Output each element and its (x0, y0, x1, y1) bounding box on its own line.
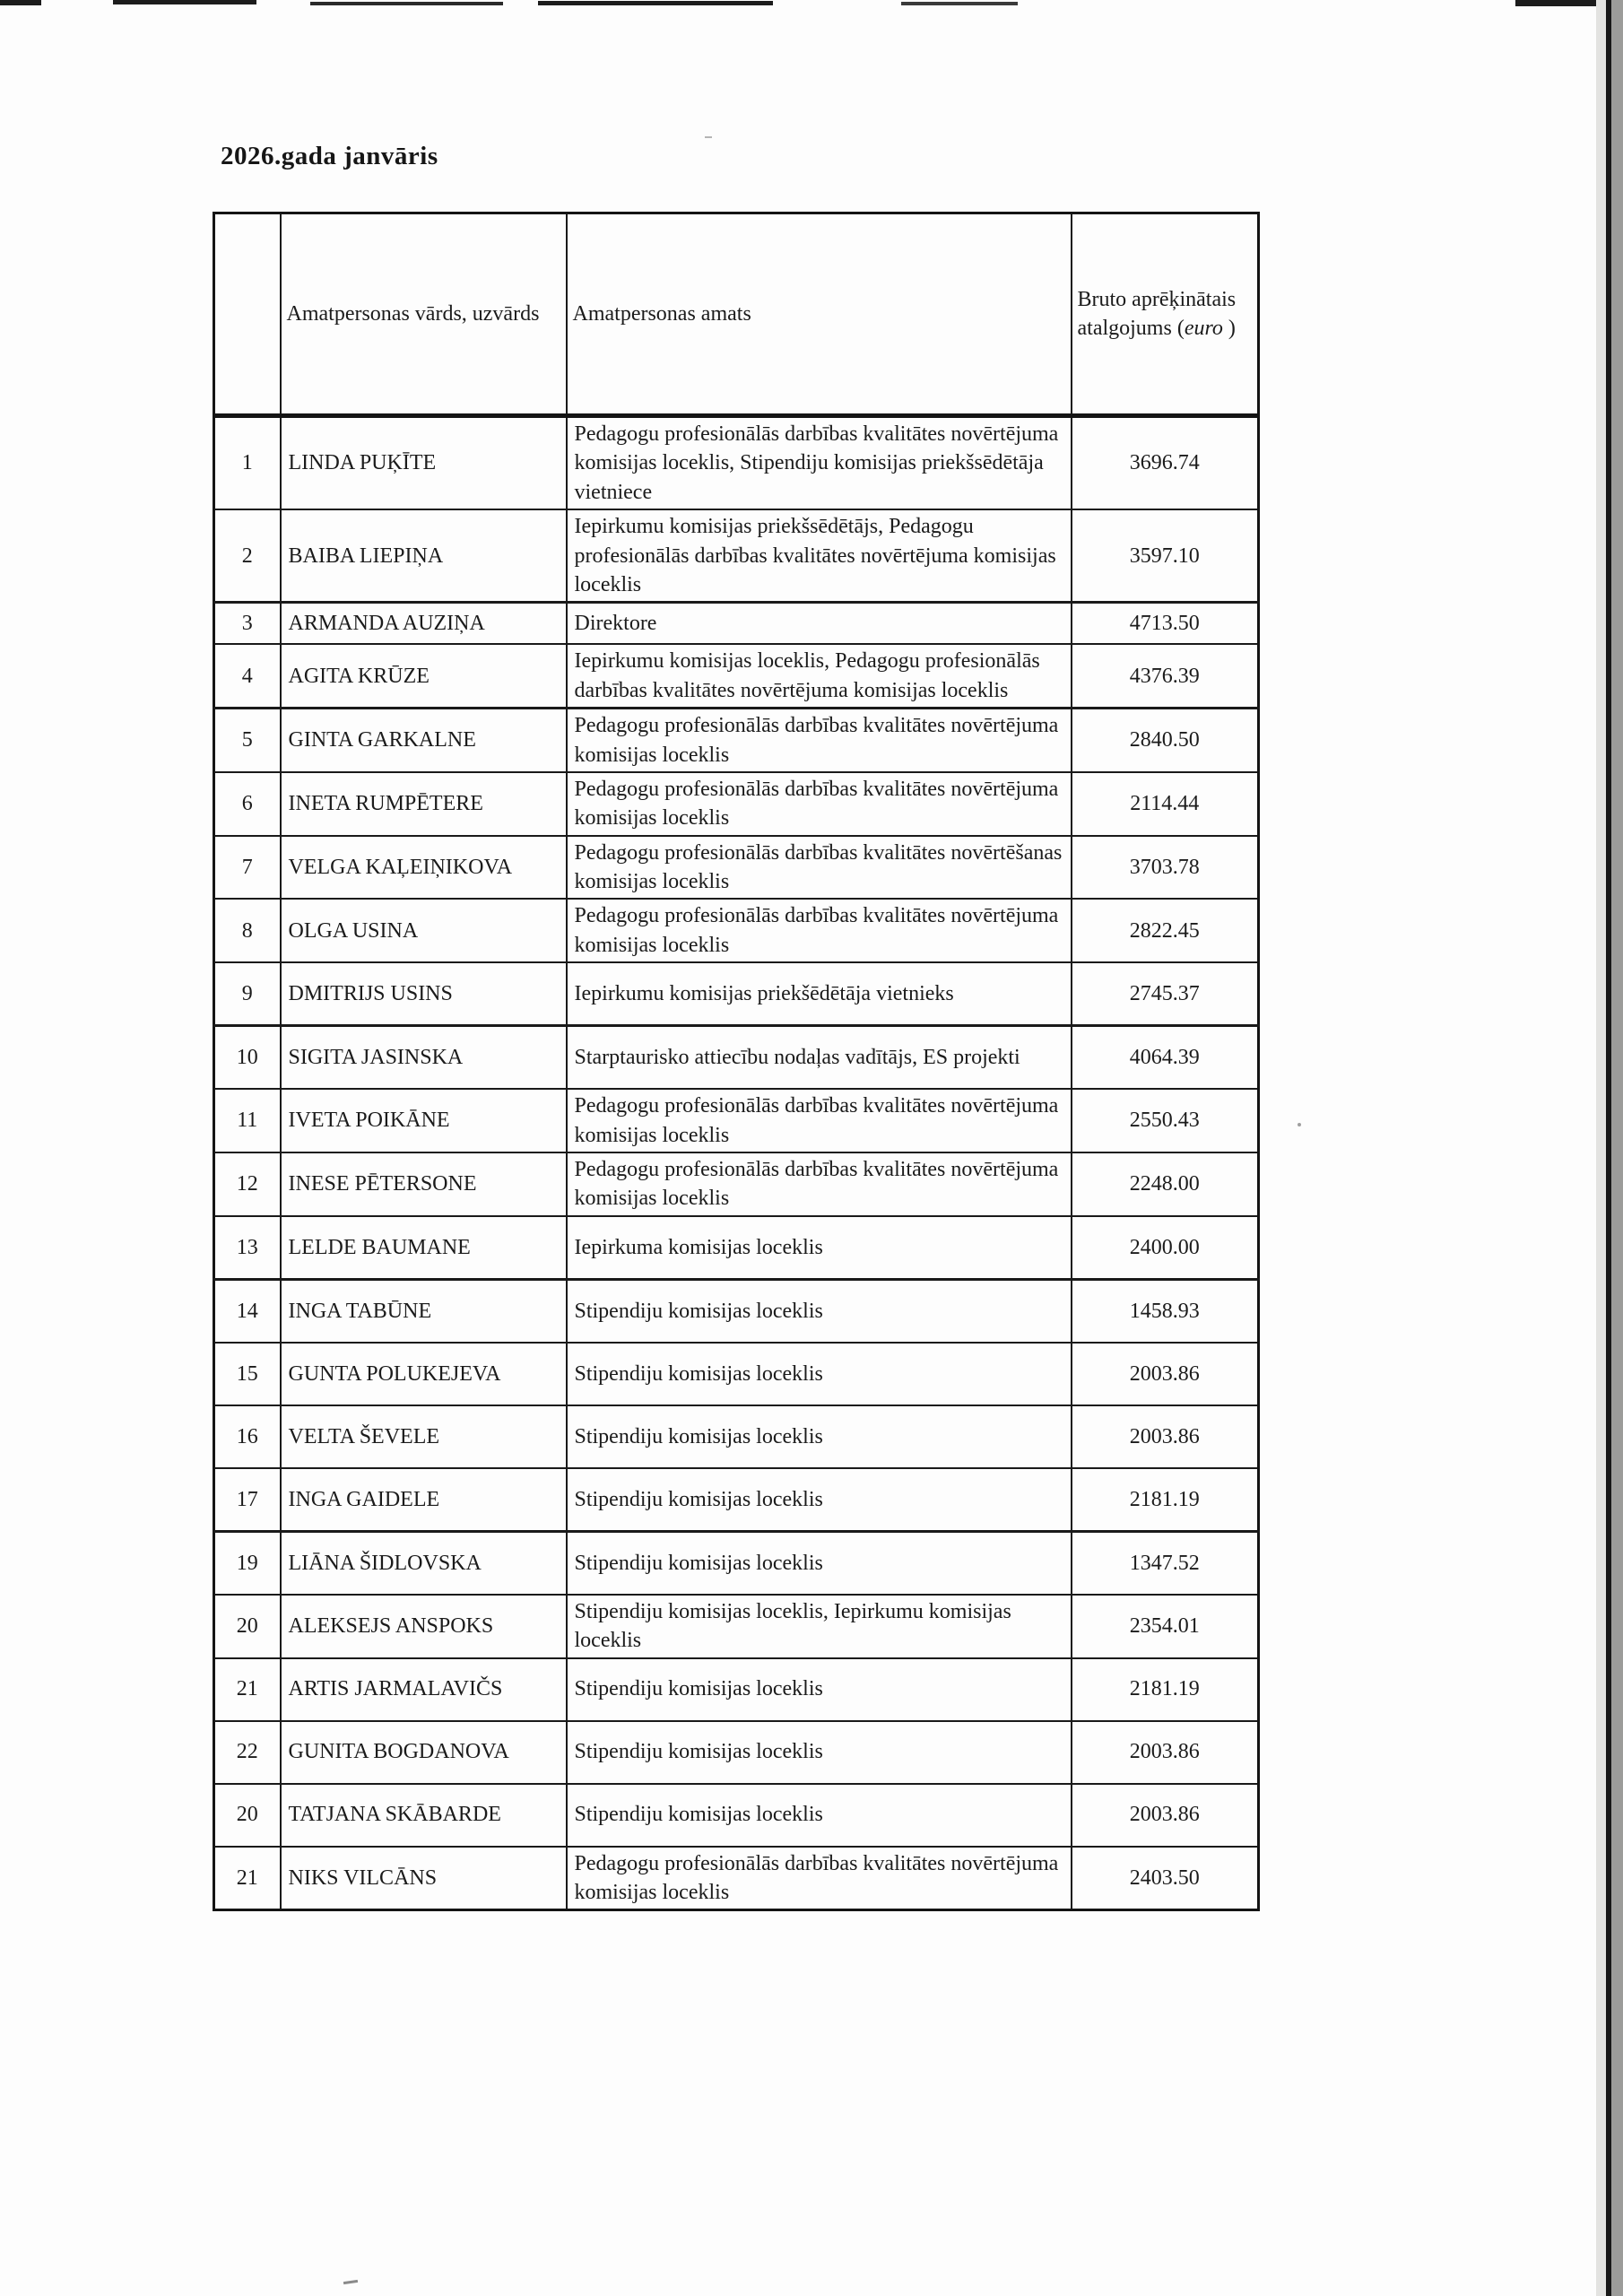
official-position: Stipendiju komisijas loceklis (567, 1343, 1072, 1405)
official-name: TATJANA SKĀBARDE (281, 1784, 567, 1847)
row-number: 6 (214, 772, 281, 836)
table-row (214, 962, 1259, 1026)
table-row (214, 1089, 1259, 1152)
scan-artifact-top-edge (538, 1, 773, 5)
header-gross-salary-line2: atalgojums ( (1077, 317, 1185, 340)
official-name: GINTA GARKALNE (281, 709, 567, 772)
official-name: LINDA PUĶĪTE (281, 416, 567, 510)
official-name: NIKS VILCĀNS (281, 1847, 567, 1910)
row-number: 20 (214, 1595, 281, 1658)
table-row (214, 772, 1259, 836)
table-row (214, 1468, 1259, 1532)
official-position: Iepirkumu komisijas loceklis, Pedagogu profesionālās darbības kvalitātes novērtējuma komisijas loceklis (567, 644, 1072, 708)
official-position: Pedagogu profesionālās darbības kvalitātes novērtēšanas komisijas loceklis (567, 836, 1072, 900)
header-gross-salary-paren: ) (1222, 317, 1236, 340)
table-row (214, 1216, 1259, 1280)
gross-salary: 2745.37 (1072, 962, 1259, 1026)
official-position: Stipendiju komisijas loceklis (567, 1531, 1072, 1595)
table-row (214, 509, 1259, 603)
row-number: 16 (214, 1405, 281, 1468)
scan-artifact-speck (705, 136, 712, 138)
row-number: 8 (214, 899, 281, 962)
row-number: 9 (214, 962, 281, 1026)
row-number: 19 (214, 1531, 281, 1595)
row-number: 10 (214, 1026, 281, 1090)
table-row (214, 899, 1259, 962)
table-row (214, 1721, 1259, 1784)
official-name: OLGA USINA (281, 899, 567, 962)
row-number: 3 (214, 603, 281, 645)
table-row (214, 1595, 1259, 1658)
table-row (214, 1405, 1259, 1468)
row-number: 12 (214, 1152, 281, 1216)
table-row (214, 644, 1259, 708)
official-position: Stipendiju komisijas loceklis (567, 1658, 1072, 1721)
official-position: Direktore (567, 603, 1072, 645)
official-name: INGA TABŪNE (281, 1279, 567, 1343)
row-number: 21 (214, 1658, 281, 1721)
gross-salary: 4713.50 (1072, 603, 1259, 645)
gross-salary: 2003.86 (1072, 1721, 1259, 1784)
official-name: AGITA KRŪZE (281, 644, 567, 708)
official-position: Iepirkumu komisijas priekšēdētāja vietnieks (567, 962, 1072, 1026)
row-number: 14 (214, 1279, 281, 1343)
gross-salary: 4376.39 (1072, 644, 1259, 708)
gross-salary: 1347.52 (1072, 1531, 1259, 1595)
table-row (214, 603, 1259, 645)
official-position: Pedagogu profesionālās darbības kvalitātes novērtējuma komisijas loceklis (567, 772, 1072, 836)
table-row (214, 416, 1259, 510)
table-row (214, 1847, 1259, 1910)
official-position: Iepirkumu komisijas priekšsēdētājs, Pedagogu profesionālās darbības kvalitātes novērtējuma komisijas loceklis (567, 509, 1072, 603)
row-number: 20 (214, 1784, 281, 1847)
table-row (214, 1658, 1259, 1721)
row-number: 21 (214, 1847, 281, 1910)
table-row (214, 1279, 1259, 1343)
header-official-position: Amatpersonas amats (567, 213, 1072, 416)
official-position: Pedagogu profesionālās darbības kvalitātes novērtējuma komisijas loceklis (567, 709, 1072, 772)
official-position: Stipendiju komisijas loceklis, Iepirkumu komisijas loceklis (567, 1595, 1072, 1658)
table-row (214, 1531, 1259, 1595)
official-name: GUNTA POLUKEJEVA (281, 1343, 567, 1405)
gross-salary: 2550.43 (1072, 1089, 1259, 1152)
gross-salary: 2840.50 (1072, 709, 1259, 772)
row-number: 13 (214, 1216, 281, 1280)
official-name: VELGA KAĻEIŅIKOVA (281, 836, 567, 900)
scan-artifact-right-edge (1596, 0, 1606, 2296)
table-header-row (214, 213, 1259, 416)
table-row (214, 709, 1259, 772)
official-position: Pedagogu profesionālās darbības kvalitātes novērtējuma komisijas loceklis (567, 1847, 1072, 1910)
gross-salary: 2181.19 (1072, 1468, 1259, 1532)
table-row (214, 1343, 1259, 1405)
scan-artifact-speck (1298, 1123, 1301, 1126)
row-number: 17 (214, 1468, 281, 1532)
gross-salary: 2354.01 (1072, 1595, 1259, 1658)
official-name: LIĀNA ŠIDLOVSKA (281, 1531, 567, 1595)
header-gross-salary-line1: Bruto aprēķinātais (1077, 287, 1237, 311)
row-number: 4 (214, 644, 281, 708)
scan-artifact-top-edge (310, 2, 503, 5)
gross-salary: 2822.45 (1072, 899, 1259, 962)
official-name: DMITRIJS USINS (281, 962, 567, 1026)
gross-salary: 3696.74 (1072, 416, 1259, 510)
scan-artifact-top-edge (0, 0, 41, 5)
scan-artifact-speck (343, 2280, 358, 2284)
row-number: 22 (214, 1721, 281, 1784)
gross-salary: 2248.00 (1072, 1152, 1259, 1216)
official-position: Stipendiju komisijas loceklis (567, 1468, 1072, 1532)
scan-artifact-top-edge (113, 0, 256, 4)
salary-table (213, 212, 1260, 1911)
row-number: 11 (214, 1089, 281, 1152)
official-position: Stipendiju komisijas loceklis (567, 1721, 1072, 1784)
official-name: ARMANDA AUZIŅA (281, 603, 567, 645)
header-gross-salary-currency: euro (1184, 317, 1223, 340)
scan-artifact-right-edge (1611, 0, 1623, 2296)
table-row (214, 1784, 1259, 1847)
row-number: 1 (214, 416, 281, 510)
official-position: Iepirkuma komisijas loceklis (567, 1216, 1072, 1280)
table-row (214, 1026, 1259, 1090)
gross-salary: 2003.86 (1072, 1784, 1259, 1847)
official-name: INETA RUMPĒTERE (281, 772, 567, 836)
official-position: Stipendiju komisijas loceklis (567, 1784, 1072, 1847)
official-name: BAIBA LIEPIŅA (281, 509, 567, 603)
official-name: SIGITA JASINSKA (281, 1026, 567, 1090)
table-row (214, 1152, 1259, 1216)
official-name: ARTIS JARMALAVIČS (281, 1658, 567, 1721)
official-position: Pedagogu profesionālās darbības kvalitātes novērtējuma komisijas loceklis, Stipendiju komisijas priekšsēdētāja vietniece (567, 416, 1072, 510)
official-position: Pedagogu profesionālās darbības kvalitātes novērtējuma komisijas loceklis (567, 899, 1072, 962)
scan-artifact-top-edge (901, 2, 1018, 5)
official-name: VELTA ŠEVELE (281, 1405, 567, 1468)
official-name: GUNITA BOGDANOVA (281, 1721, 567, 1784)
gross-salary: 2114.44 (1072, 772, 1259, 836)
gross-salary: 4064.39 (1072, 1026, 1259, 1090)
official-position: Stipendiju komisijas loceklis (567, 1405, 1072, 1468)
gross-salary: 2003.86 (1072, 1343, 1259, 1405)
page-title: 2026.gada janvāris (221, 142, 438, 170)
gross-salary: 2181.19 (1072, 1658, 1259, 1721)
official-position: Starptaurisko attiecību nodaļas vadītājs, ES projekti (567, 1026, 1072, 1090)
official-name: INGA GAIDELE (281, 1468, 567, 1532)
gross-salary: 3703.78 (1072, 836, 1259, 900)
official-name: INESE PĒTERSONE (281, 1152, 567, 1216)
row-number: 7 (214, 836, 281, 900)
row-number: 2 (214, 509, 281, 603)
official-name: IVETA POIKĀNE (281, 1089, 567, 1152)
official-name: LELDE BAUMANE (281, 1216, 567, 1280)
gross-salary: 2003.86 (1072, 1405, 1259, 1468)
row-number: 5 (214, 709, 281, 772)
table-row (214, 836, 1259, 900)
header-official-name: Amatpersonas vārds, uzvārds (281, 213, 567, 416)
gross-salary: 1458.93 (1072, 1279, 1259, 1343)
official-position: Stipendiju komisijas loceklis (567, 1279, 1072, 1343)
header-gross-salary (1072, 213, 1259, 416)
header-row-number (214, 213, 281, 416)
row-number: 15 (214, 1343, 281, 1405)
official-position: Pedagogu profesionālās darbības kvalitātes novērtējuma komisijas loceklis (567, 1089, 1072, 1152)
official-position: Pedagogu profesionālās darbības kvalitātes novērtējuma komisijas loceklis (567, 1152, 1072, 1216)
official-name: ALEKSEJS ANSPOKS (281, 1595, 567, 1658)
gross-salary: 2403.50 (1072, 1847, 1259, 1910)
gross-salary: 2400.00 (1072, 1216, 1259, 1280)
gross-salary: 3597.10 (1072, 509, 1259, 603)
